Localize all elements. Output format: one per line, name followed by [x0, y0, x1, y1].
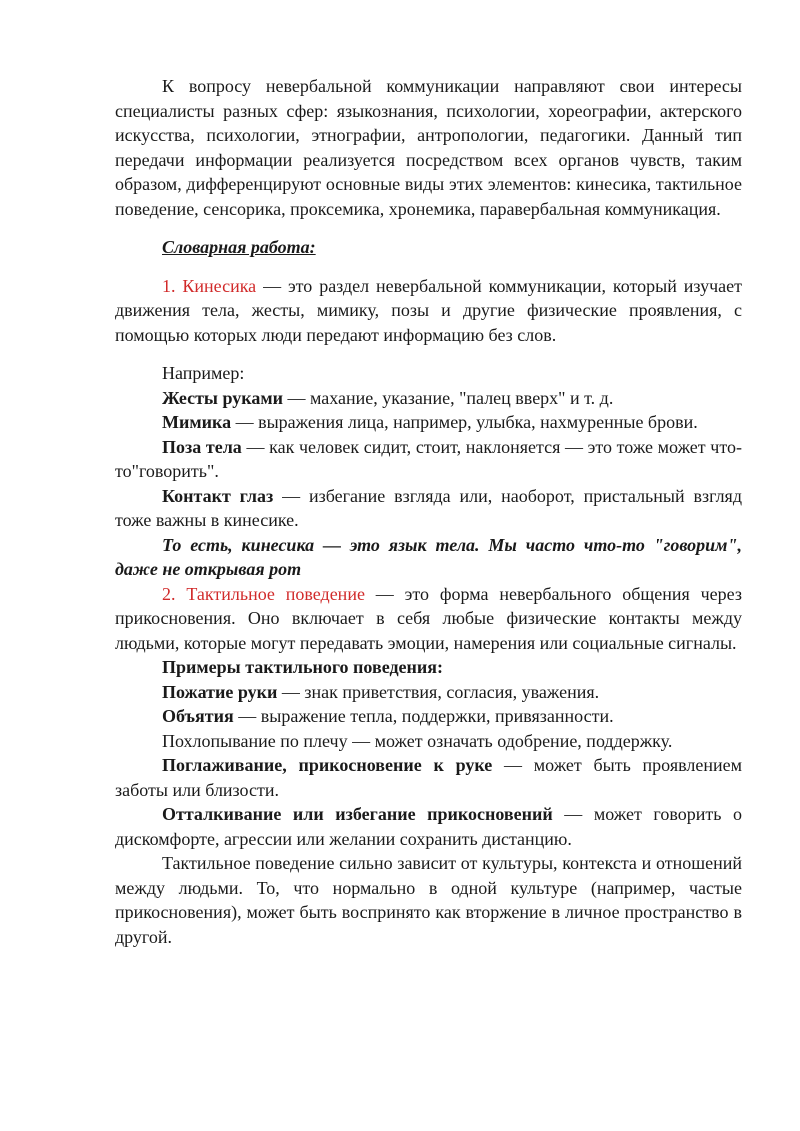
example-term: Жесты руками — [162, 387, 283, 408]
example-text: Похлопывание по плечу — может означать одобрение, поддержку. — [162, 730, 673, 751]
tactile-example — [115, 704, 742, 729]
kinesics-definition-text: — это раздел невербальной коммуникации, который изучает движения тела, жесты, мимику, позы и другие физические проявления, с помощью которых люди передают информацию без слов. — [115, 275, 743, 345]
example-text: — как человек сидит, стоит, наклоняется — это тоже может что-то"говорить". — [115, 436, 742, 481]
example-term: Объятия — [162, 706, 234, 726]
kinesics-example — [115, 410, 742, 435]
tactile-definition-text: — это форма невербального общения через прикосновения. Оно включает в себя любые физические контакты между людьми, которые могут передавать эмоции, намерения или социальные сигналы. — [115, 583, 742, 653]
tactile-example — [115, 729, 742, 754]
tactile-example — [115, 753, 742, 802]
tactile-term: 2. Тактильное поведение — [162, 583, 365, 604]
kinesics-example — [115, 435, 742, 484]
example-label: Например: — [162, 363, 245, 383]
heading-text: Словарная работа: — [162, 237, 316, 257]
example-term: Отталкивание или избегание прикосновений — [162, 804, 553, 824]
kinesics-definition — [115, 274, 742, 348]
example-term: Контакт глаз — [162, 485, 274, 506]
example-term: Поза тела — [162, 436, 242, 457]
kinesics-example — [115, 386, 742, 411]
example-text: — может говорить о дискомфорте, агрессии или желании сохранить дистанцию. — [115, 804, 742, 849]
kinesics-term: 1. Кинесика — [162, 275, 257, 296]
tactile-examples-heading: Примеры тактильного поведения: — [162, 657, 444, 677]
intro-paragraph: К вопросу невербальной коммуникации направляют свои интересы специалисты разных сфер: языкознания, психологии, хореографии, актерского искусства, психологии, этнографии, антропологии, педагогики. Данный тип передачи информации реализуется посредством всех органов чувств, таким образом, дифференцируют основные виды этих элементов: кинесика, тактильное поведение, сенсорика, проксемика, хронемика, паравербальная коммуникация. — [115, 76, 742, 219]
kinesics-summary: То есть, кинесика — это язык тела. Мы часто что-то "говорим", даже не открывая рот — [115, 534, 742, 579]
document-body — [115, 74, 742, 949]
example-text: — выражения лица, например, улыбка, нахмуренные брови. — [231, 412, 698, 432]
tactile-conclusion: Тактильное поведение сильно зависит от культуры, контекста и отношений между людьми. То, что нормально в одной культуре (например, частые прикосновения), может быть воспринято как вторжение в личное пространство в другой. — [115, 853, 742, 947]
example-text: — знак приветствия, согласия, уважения. — [277, 681, 600, 702]
tactile-example — [115, 802, 742, 851]
example-term: Пожатие руки — [162, 681, 278, 702]
tactile-example — [115, 680, 742, 705]
section-heading — [115, 235, 742, 260]
kinesics-example — [115, 484, 742, 533]
example-term: Мимика — [162, 412, 232, 432]
example-text: — махание, указание, "палец вверх" и т. д. — [282, 387, 614, 408]
example-text: — избегание взгляда или, наоборот, пристальный взгляд тоже важны в кинесике. — [115, 485, 742, 530]
tactile-definition — [115, 582, 742, 656]
example-text: — выражение тепла, поддержки, привязанности. — [233, 706, 614, 726]
example-term: Поглаживание, прикосновение к руке — [162, 755, 493, 775]
example-text: — может быть проявлением заботы или близости. — [115, 755, 743, 800]
